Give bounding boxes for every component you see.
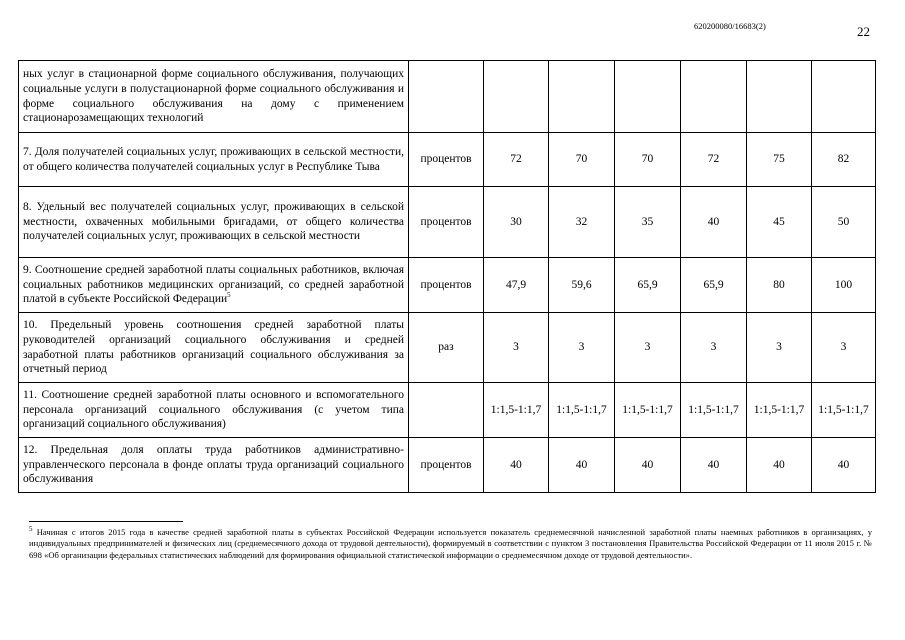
footnote-mark: 5 xyxy=(29,525,33,534)
indicator-unit: процентов xyxy=(409,438,484,493)
indicator-value: 47,9 xyxy=(484,258,549,313)
indicator-value: 3 xyxy=(812,313,876,383)
indicator-description: ных услуг в стационарной форме социального обслуживания, получающих социальные услуги в полустационарной форме социального обслуживания и форме социального обслуживания на дому с применением стационарозамещающих технологий xyxy=(19,61,409,133)
indicator-unit: процентов xyxy=(409,187,484,258)
table-row xyxy=(19,61,876,133)
table-row xyxy=(19,258,876,313)
indicator-description: 11. Соотношение средней заработной платы основного и вспомогательного персонала организаций социального обслуживания (с учетом типа организаций социального обслуживания) xyxy=(19,383,409,438)
indicator-value: 40 xyxy=(549,438,615,493)
indicator-value: 40 xyxy=(812,438,876,493)
indicator-description: 7. Доля получателей социальных услуг, проживающих в сельской местности, от общего количества получателей социальных услуг в Республике Тыва xyxy=(19,133,409,187)
indicator-value: 50 xyxy=(812,187,876,258)
indicator-value: 1:1,5-1:1,7 xyxy=(484,383,549,438)
indicator-value: 72 xyxy=(681,133,747,187)
indicator-value xyxy=(484,61,549,133)
indicator-value: 30 xyxy=(484,187,549,258)
indicator-value: 1:1,5-1:1,7 xyxy=(615,383,681,438)
indicators-table xyxy=(18,60,876,493)
indicator-description: 8. Удельный вес получателей социальных услуг, проживающих в сельской местности, охваченных мобильными бригадами, от общего количества получателей социальных услуг, проживающих в сельской местности xyxy=(19,187,409,258)
indicator-unit: процентов xyxy=(409,133,484,187)
indicator-value: 40 xyxy=(615,438,681,493)
footnote xyxy=(29,527,872,561)
indicator-text: 9. Соотношение средней заработной платы социальных работников, включая социальных работников медицинских организаций, со средней заработной платой в субъекте Российской Федерации xyxy=(23,263,404,306)
indicator-value: 3 xyxy=(615,313,681,383)
indicator-value: 45 xyxy=(747,187,812,258)
indicator-value: 70 xyxy=(549,133,615,187)
indicator-value: 32 xyxy=(549,187,615,258)
table-row xyxy=(19,313,876,383)
indicator-unit: процентов xyxy=(409,258,484,313)
indicator-value: 40 xyxy=(747,438,812,493)
indicator-value: 40 xyxy=(681,187,747,258)
table-row xyxy=(19,133,876,187)
indicator-value: 40 xyxy=(681,438,747,493)
indicator-value: 75 xyxy=(747,133,812,187)
table-row xyxy=(19,438,876,493)
indicator-value: 3 xyxy=(549,313,615,383)
indicator-value xyxy=(615,61,681,133)
page-number: 22 xyxy=(857,24,870,39)
footnote-text: Начиная с итогов 2015 года в качестве средней заработной платы в субъектах Российской Федерации используется показатель среднемесячной начисленной заработной платы наемных работников в организациях, у индивидуальных предпринимателей и физических лиц (среднемесячного дохода от трудовой деятельности), формируемый в соответствии с пунктом 3 постановления Правительства Российской Федерации от 11 июля 2015 г. № 698 «Об организации федеральных статистических наблюдений для формирования официальной статистической информации о среднемесячном доходе от трудовой деятельности». xyxy=(29,527,872,560)
indicator-value: 1:1,5-1:1,7 xyxy=(681,383,747,438)
footnote-divider xyxy=(29,521,183,522)
indicator-description: 10. Предельный уровень соотношения средней заработной платы руководителей организаций социального обслуживания и средней заработной платы работников организаций социального обслуживания за отчетный период xyxy=(19,313,409,383)
document-code: 620200080/16683(2) xyxy=(694,21,766,31)
footnote-reference: 5 xyxy=(227,291,231,300)
indicator-value: 35 xyxy=(615,187,681,258)
indicator-value: 40 xyxy=(484,438,549,493)
indicator-value xyxy=(681,61,747,133)
indicator-value: 80 xyxy=(747,258,812,313)
indicator-value: 59,6 xyxy=(549,258,615,313)
indicator-value: 3 xyxy=(484,313,549,383)
indicator-unit xyxy=(409,61,484,133)
table-row xyxy=(19,383,876,438)
indicator-unit xyxy=(409,383,484,438)
indicator-value: 1:1,5-1:1,7 xyxy=(747,383,812,438)
indicator-description xyxy=(19,258,409,313)
indicator-value xyxy=(747,61,812,133)
indicator-value: 3 xyxy=(747,313,812,383)
indicator-value: 72 xyxy=(484,133,549,187)
indicator-value: 70 xyxy=(615,133,681,187)
indicator-value xyxy=(549,61,615,133)
indicator-value: 100 xyxy=(812,258,876,313)
indicator-value xyxy=(812,61,876,133)
indicator-value: 3 xyxy=(681,313,747,383)
indicator-value: 1:1,5-1:1,7 xyxy=(812,383,876,438)
indicator-value: 65,9 xyxy=(615,258,681,313)
indicator-value: 65,9 xyxy=(681,258,747,313)
indicator-unit: раз xyxy=(409,313,484,383)
indicator-value: 82 xyxy=(812,133,876,187)
table-row xyxy=(19,187,876,258)
indicator-description: 12. Предельная доля оплаты труда работников административно-управленческого персонала в фонде оплаты труда организаций социального обслуживания xyxy=(19,438,409,493)
indicator-value: 1:1,5-1:1,7 xyxy=(549,383,615,438)
